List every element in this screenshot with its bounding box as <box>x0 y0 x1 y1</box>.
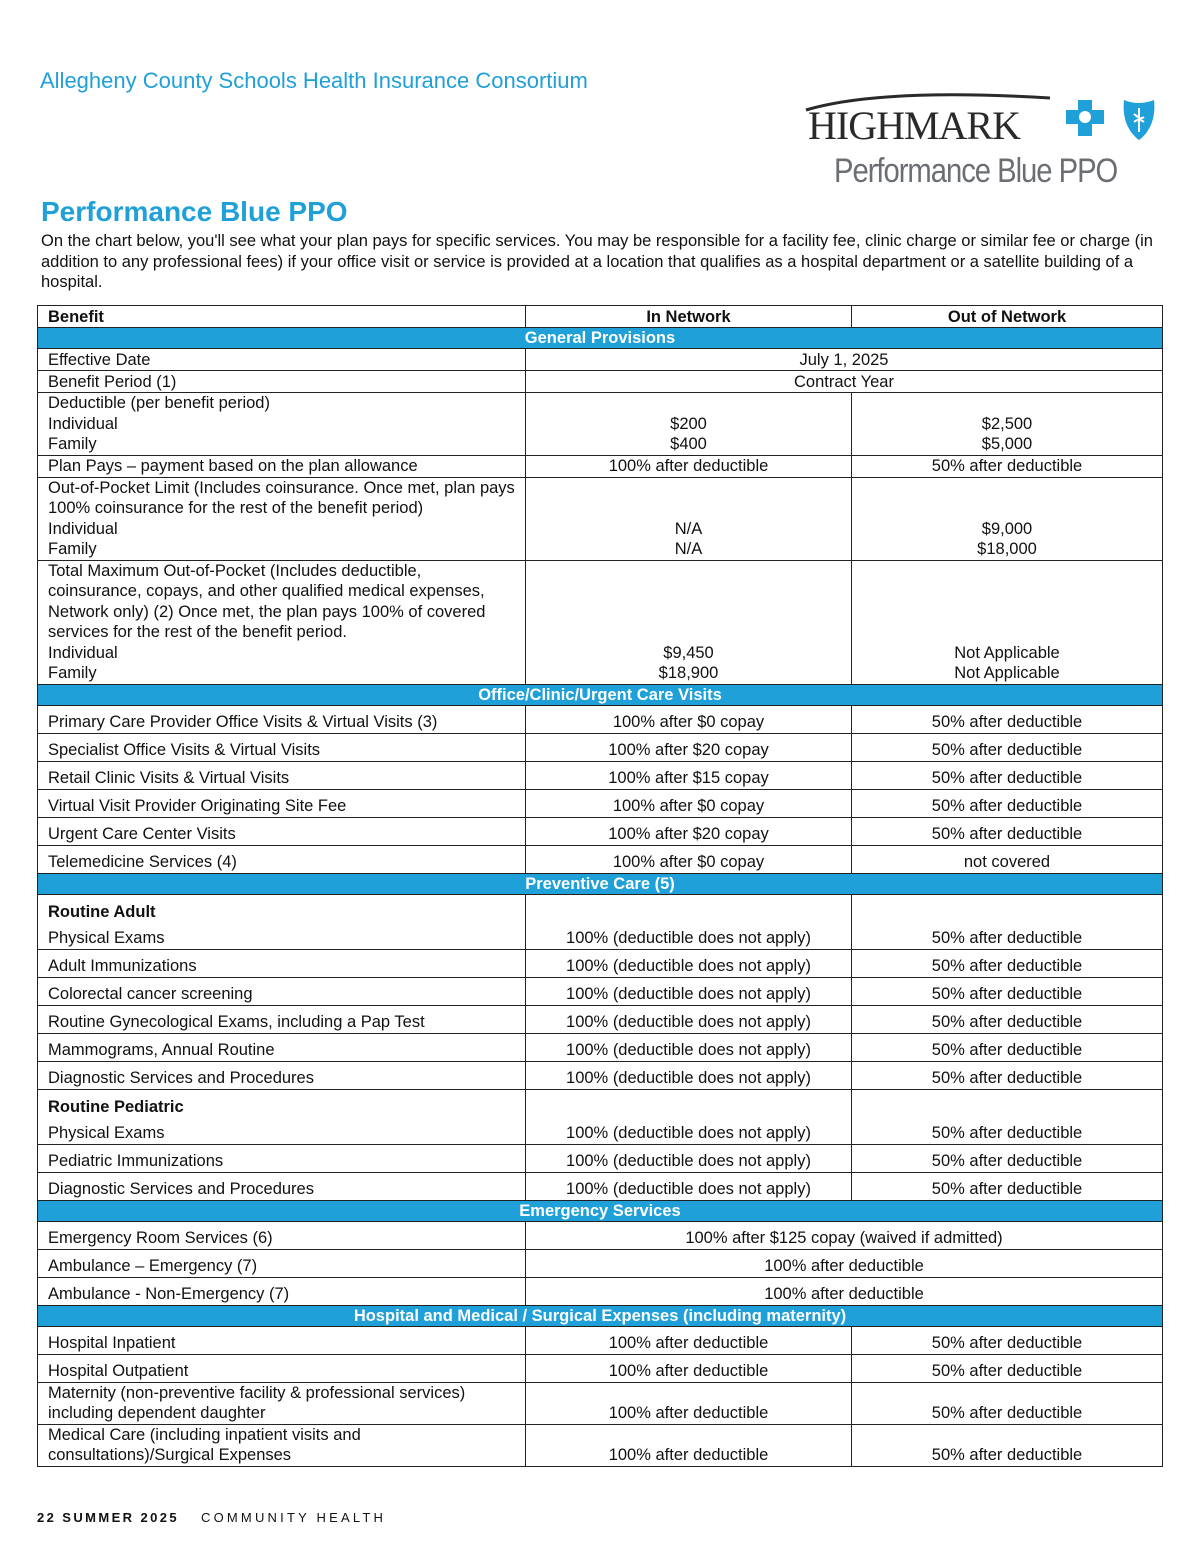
benefit-label <box>38 1382 526 1424</box>
out-network-value: 50% after deductible <box>852 1172 1163 1200</box>
benefit-label: Colorectal cancer screening <box>38 977 526 1005</box>
page-number: 22 SUMMER 2025 <box>37 1510 179 1525</box>
out-network-value: 50% after deductible <box>852 1089 1163 1144</box>
in-network-value <box>526 477 852 560</box>
in-network-value: 100% (deductible does not apply) <box>526 1033 852 1061</box>
publication-name: COMMUNITY HEALTH <box>201 1510 387 1525</box>
benefit-label <box>38 477 526 560</box>
deductible-label: Deductible (per benefit period) <box>48 394 270 412</box>
in-network-value: 100% (deductible does not apply) <box>526 1005 852 1033</box>
tmoop-in-individual: $9,450 <box>663 643 714 662</box>
out-network-value: 50% after deductible <box>852 455 1163 477</box>
table-row <box>38 393 1163 456</box>
section-heading: Hospital and Medical / Surgical Expenses (including maternity) <box>38 1305 1163 1326</box>
benefit-label: Emergency Room Services (6) <box>38 1221 526 1249</box>
benefit-label: Plan Pays – payment based on the plan allowance <box>38 455 526 477</box>
table-row <box>38 1144 1163 1172</box>
table-row <box>38 977 1163 1005</box>
table-row <box>38 1061 1163 1089</box>
table-row <box>38 477 1163 560</box>
out-network-value: 50% after deductible <box>852 1005 1163 1033</box>
in-network-value: 100% (deductible does not apply) <box>526 1089 852 1144</box>
benefit-name-line2: consultations)/Surgical Expenses <box>48 1446 292 1464</box>
out-network-value <box>852 477 1163 560</box>
benefit-label: Hospital Inpatient <box>38 1326 526 1354</box>
col-header-benefit: Benefit <box>38 306 526 328</box>
table-row <box>38 371 1163 393</box>
in-network-value: 100% (deductible does not apply) <box>526 977 852 1005</box>
out-network-value: 50% after deductible <box>852 977 1163 1005</box>
individual-label: Individual <box>48 519 118 538</box>
in-network-value <box>526 393 852 456</box>
benefit-value: Contract Year <box>526 371 1163 393</box>
section-emergency-services <box>38 1200 1163 1221</box>
table-row <box>38 789 1163 817</box>
in-network-value: 100% after deductible <box>526 1424 852 1466</box>
logo-product-name: Performance Blue PPO <box>834 152 1118 190</box>
oop-in-individual: N/A <box>674 519 703 538</box>
out-network-value: 50% after deductible <box>852 1354 1163 1382</box>
benefit-name: Physical Exams <box>48 1124 165 1142</box>
benefit-label: Routine Gynecological Exams, including a Pap Test <box>38 1005 526 1033</box>
individual-label: Individual <box>48 414 118 433</box>
out-network-value: not covered <box>852 845 1163 873</box>
benefit-label: Diagnostic Services and Procedures <box>38 1172 526 1200</box>
benefit-label <box>38 894 526 949</box>
table-row <box>38 455 1163 477</box>
out-network-value: 50% after deductible <box>852 1424 1163 1466</box>
in-network-value: 100% after deductible <box>526 1354 852 1382</box>
benefit-label: Diagnostic Services and Procedures <box>38 1061 526 1089</box>
benefit-label: Mammograms, Annual Routine <box>38 1033 526 1061</box>
in-network-value: 100% (deductible does not apply) <box>526 1172 852 1200</box>
in-network-value <box>526 560 852 684</box>
section-hospital-medical <box>38 1305 1163 1326</box>
benefit-label: Virtual Visit Provider Originating Site Fee <box>38 789 526 817</box>
benefit-value: 100% after deductible <box>526 1277 1163 1305</box>
deductible-out-family: $5,000 <box>981 435 1033 453</box>
table-row <box>38 1382 1163 1424</box>
out-network-value: 50% after deductible <box>852 949 1163 977</box>
deductible-in-individual: $200 <box>670 414 707 433</box>
section-general-provisions <box>38 328 1163 349</box>
oop-label: Out-of-Pocket Limit (Includes coinsurance. Once met, plan pays 100% coinsurance for the rest of the benefit period) <box>48 478 515 517</box>
logo-wordmark: HIGHMARK <box>808 103 1020 148</box>
out-network-value: 50% after deductible <box>852 894 1163 949</box>
benefit-label <box>38 1089 526 1144</box>
out-network-value <box>852 560 1163 684</box>
benefit-name-line2: including dependent daughter <box>48 1404 266 1422</box>
table-row <box>38 1172 1163 1200</box>
table-row <box>38 817 1163 845</box>
in-network-value: 100% after $20 copay <box>526 817 852 845</box>
benefit-value: July 1, 2025 <box>526 349 1163 371</box>
benefit-name-line1: Medical Care (including inpatient visits and <box>48 1425 361 1444</box>
benefit-label: Ambulance - Non-Emergency (7) <box>38 1277 526 1305</box>
family-label: Family <box>48 435 97 453</box>
out-network-value: 50% after deductible <box>852 817 1163 845</box>
section-preventive-care <box>38 873 1163 894</box>
deductible-in-family: $400 <box>670 435 707 453</box>
in-network-value: 100% (deductible does not apply) <box>526 894 852 949</box>
out-network-value <box>852 393 1163 456</box>
in-network-value: 100% after $15 copay <box>526 761 852 789</box>
in-network-value: 100% after deductible <box>526 1326 852 1354</box>
benefit-label: Ambulance – Emergency (7) <box>38 1249 526 1277</box>
in-network-value: 100% after $20 copay <box>526 733 852 761</box>
benefit-label <box>38 560 526 684</box>
col-header-out-of-network: Out of Network <box>852 306 1163 328</box>
table-row <box>38 705 1163 733</box>
tmoop-label: Total Maximum Out-of-Pocket (Includes deductible, coinsurance, copays, and other qualified medical expenses, Network only) (2) Once met, the plan pays 100% of covered services for the rest of the benefit period. <box>48 561 486 641</box>
oop-in-family: N/A <box>674 540 703 558</box>
section-heading: General Provisions <box>38 328 1163 349</box>
table-row <box>38 1249 1163 1277</box>
benefit-name: Physical Exams <box>48 929 165 947</box>
individual-label: Individual <box>48 643 118 662</box>
benefit-label: Hospital Outpatient <box>38 1354 526 1382</box>
oop-out-individual: $9,000 <box>981 519 1033 538</box>
out-network-value: 50% after deductible <box>852 761 1163 789</box>
table-row <box>38 1005 1163 1033</box>
out-network-value: 50% after deductible <box>852 733 1163 761</box>
in-network-value: 100% (deductible does not apply) <box>526 1144 852 1172</box>
table-row <box>38 733 1163 761</box>
benefit-value: 100% after deductible <box>526 1249 1163 1277</box>
in-network-value: 100% after deductible <box>526 1382 852 1424</box>
tmoop-out-family: Not Applicable <box>954 664 1060 682</box>
table-row <box>38 1221 1163 1249</box>
deductible-out-individual: $2,500 <box>981 414 1033 433</box>
benefit-label <box>38 1424 526 1466</box>
section-heading: Office/Clinic/Urgent Care Visits <box>38 684 1163 705</box>
highmark-logo <box>800 92 1165 192</box>
in-network-value: 100% after $0 copay <box>526 845 852 873</box>
intro-paragraph: On the chart below, you'll see what your plan pays for specific services. You may be responsible for a facility fee, clinic charge or similar fee or charge (in addition to any professional fees) if your office visit or service is provided at a location that qualifies as a hospital department or a satellite building of a hospital. <box>41 232 1153 291</box>
table-row <box>38 560 1163 684</box>
benefit-label: Telemedicine Services (4) <box>38 845 526 873</box>
blue-cross-blue-shield-icon <box>1062 96 1162 146</box>
family-label: Family <box>48 540 97 558</box>
benefit-label: Primary Care Provider Office Visits & Virtual Visits (3) <box>38 705 526 733</box>
benefit-label: Retail Clinic Visits & Virtual Visits <box>38 761 526 789</box>
consortium-name: Allegheny County Schools Health Insurance Consortium <box>40 68 588 93</box>
section-heading: Emergency Services <box>38 1200 1163 1221</box>
benefit-value: 100% after $125 copay (waived if admitted) <box>526 1221 1163 1249</box>
benefit-label: Adult Immunizations <box>38 949 526 977</box>
table-row <box>38 1277 1163 1305</box>
benefit-label <box>38 393 526 456</box>
subsection-heading-adult: Routine Adult <box>48 902 156 921</box>
out-network-value: 50% after deductible <box>852 1326 1163 1354</box>
oop-out-family: $18,000 <box>977 540 1037 558</box>
in-network-value: 100% after $0 copay <box>526 705 852 733</box>
section-office-visits <box>38 684 1163 705</box>
page-footer <box>37 1510 386 1525</box>
benefit-name-line1: Maternity (non-preventive facility & professional services) <box>48 1383 466 1402</box>
table-row <box>38 1354 1163 1382</box>
table-row <box>38 1326 1163 1354</box>
in-network-value: 100% after deductible <box>526 455 852 477</box>
family-label: Family <box>48 664 97 682</box>
out-network-value: 50% after deductible <box>852 789 1163 817</box>
page-title: Performance Blue PPO <box>41 196 348 227</box>
table-row <box>38 1424 1163 1466</box>
tmoop-in-family: $18,900 <box>658 664 719 682</box>
out-network-value: 50% after deductible <box>852 1144 1163 1172</box>
out-network-value: 50% after deductible <box>852 1061 1163 1089</box>
in-network-value: 100% after $0 copay <box>526 789 852 817</box>
tmoop-out-individual: Not Applicable <box>954 643 1060 662</box>
benefits-table <box>37 305 1163 1467</box>
table-row <box>38 894 1163 949</box>
out-network-value: 50% after deductible <box>852 1382 1163 1424</box>
table-row <box>38 761 1163 789</box>
table-row <box>38 1089 1163 1144</box>
table-header-row <box>38 306 1163 328</box>
out-network-value: 50% after deductible <box>852 1033 1163 1061</box>
table-row <box>38 949 1163 977</box>
section-heading: Preventive Care (5) <box>38 873 1163 894</box>
subsection-heading-pediatric: Routine Pediatric <box>48 1097 184 1116</box>
in-network-value: 100% (deductible does not apply) <box>526 949 852 977</box>
table-row <box>38 845 1163 873</box>
benefit-label: Effective Date <box>38 349 526 371</box>
out-network-value: 50% after deductible <box>852 705 1163 733</box>
benefit-label: Benefit Period (1) <box>38 371 526 393</box>
benefit-label: Specialist Office Visits & Virtual Visits <box>38 733 526 761</box>
benefit-label: Urgent Care Center Visits <box>38 817 526 845</box>
in-network-value: 100% (deductible does not apply) <box>526 1061 852 1089</box>
table-row <box>38 349 1163 371</box>
col-header-in-network: In Network <box>526 306 852 328</box>
benefit-label: Pediatric Immunizations <box>38 1144 526 1172</box>
table-row <box>38 1033 1163 1061</box>
